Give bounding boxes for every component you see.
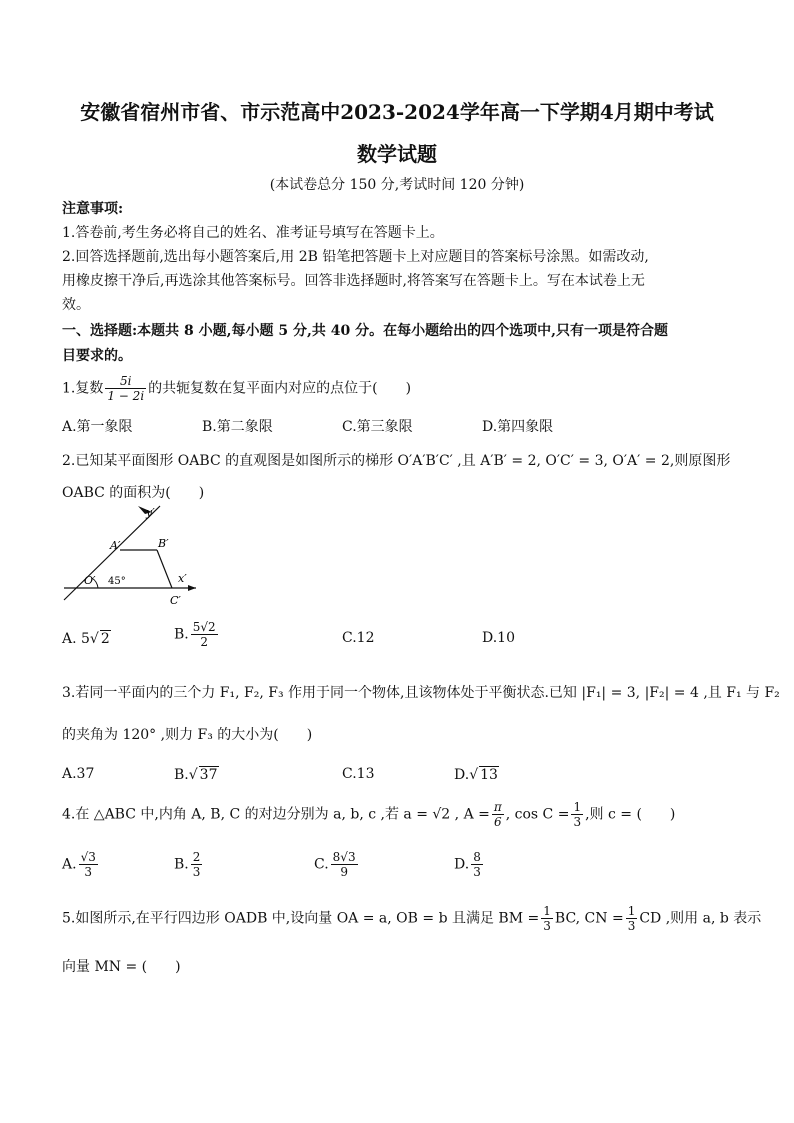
exam-title: 安徽省宿州市省、市示范高中2023-2024学年高一下学期4月期中考试 (80, 100, 714, 124)
question-5-line1 (62, 904, 761, 933)
q5-fraction-1 (541, 904, 553, 933)
segment-bc (157, 550, 172, 588)
q4-option-d-num: 8 (473, 850, 481, 864)
notice-item-2-line1: 2.回答选择题前,选出每小题答案后,用 2B 铅笔把答题卡上对应题目的答案标号涂黑。如需改动, (62, 249, 649, 265)
q4-fraction-cos (571, 800, 583, 829)
q4-option-a (62, 850, 100, 879)
label-angle: 45° (108, 576, 126, 587)
q2-option-b-prefix: B. (174, 626, 189, 643)
q2-option-b-den: 2 (200, 635, 209, 649)
q3-option-d: D.√ 13 (454, 767, 498, 783)
q5-f2-den: 3 (627, 919, 636, 933)
q3-option-d-radicand: 13 (480, 767, 498, 783)
question-1 (62, 374, 411, 403)
section-1-heading-cont: 目要求的。 (62, 348, 132, 364)
q4-c-num: 1 (573, 800, 582, 814)
q5-f2-num: 1 (627, 904, 636, 918)
notice-item-1: 1.答卷前,考生务必将自己的姓名、准考证号填写在答题卡上。 (62, 225, 444, 241)
q1-fraction (105, 374, 146, 403)
q2-option-a: A. 5√ 2 (62, 631, 110, 647)
q4-prefix: 4.在 △ABC 中,内角 A, B, C 的对边分别为 a, b, c ,若 a = √2 , A = (62, 806, 490, 823)
q4-option-a-prefix: A. (62, 856, 77, 873)
q4-option-a-fraction (79, 850, 98, 879)
trapezoid-figure (60, 502, 200, 610)
notice-item-2-line2: 用橡皮擦干净后,再选涂其他答案标号。回答非选择题时,将答案写在答题卡上。写在本试卷上无 (62, 273, 645, 289)
q4-option-a-den: 3 (84, 865, 93, 879)
q4-suffix: ,则 c = ( ) (585, 806, 676, 823)
q1-option-d: D.第四象限 (482, 419, 554, 435)
q4-option-c (314, 850, 360, 879)
q2-option-b (174, 620, 220, 649)
q4-option-d-prefix: D. (454, 856, 470, 873)
q4-option-c-num: 8√3 (332, 850, 356, 864)
q5-prefix: 5.如图所示,在平行四边形 OADB 中,设向量 OA = a, OB = b 且满足 BM = (62, 910, 540, 927)
q1-frac-den: 1 − 2i (107, 389, 145, 403)
q2-option-a-radicand: 2 (100, 631, 110, 647)
q4-option-c-fraction (331, 850, 358, 879)
exam-subject-title: 数学试题 (357, 142, 437, 166)
notice-item-2-line3: 效。 (62, 297, 90, 313)
q5-f1-den: 3 (543, 919, 551, 933)
label-c: C′ (170, 594, 181, 607)
question-2-line2: OABC 的面积为( ) (62, 485, 205, 501)
q1-frac-num: 5i (105, 374, 146, 389)
q4-c-den: 3 (573, 815, 582, 829)
exam-info: (本试卷总分 150 分,考试时间 120 分钟) (269, 177, 525, 193)
q2-option-b-num: 5√2 (192, 620, 216, 634)
q4-option-b-num: 2 (192, 850, 201, 864)
q2-option-a-prefix: A. 5 (62, 631, 90, 647)
q5-mid: BC, CN = (554, 910, 624, 927)
q5-suffix: CD ,则用 a, b 表示 (639, 910, 762, 927)
q4-fraction-pi (492, 800, 504, 829)
q4-pi-den: 6 (493, 815, 502, 829)
q1-suffix: 的共轭复数在复平面内对应的点位于( ) (148, 380, 412, 397)
q4-mid: , cos C = (505, 806, 570, 823)
label-b: B′ (158, 537, 169, 550)
q5-f1-num: 1 (543, 904, 551, 918)
q1-option-b: B.第二象限 (202, 419, 273, 435)
label-o: O′ (84, 574, 96, 587)
q4-option-b-prefix: B. (174, 856, 189, 873)
q1-prefix: 1.复数 (62, 380, 104, 397)
q2-option-c: C.12 (342, 630, 375, 646)
q4-option-a-num: √3 (80, 850, 96, 864)
q1-option-c: C.第三象限 (342, 419, 413, 435)
section-1-heading: 一、选择题:本题共 8 小题,每小题 5 分,共 40 分。在每小题给出的四个选项中,只有一项是符合题 (62, 323, 668, 339)
q4-option-b (174, 850, 204, 879)
q4-option-b-den: 3 (192, 865, 201, 879)
question-3-line2: 的夹角为 120° ,则力 F₃ 的大小为( ) (62, 727, 313, 743)
q3-option-b: B.√ 37 (174, 767, 218, 783)
question-2-line1: 2.已知某平面图形 OABC 的直观图是如图所示的梯形 O′A′B′C′ ,且 A′B′ = 2, O′C′ = 3, O′A′ = 2,则原图形 (62, 453, 731, 469)
notice-heading: 注意事项: (62, 201, 124, 217)
question-5-line2: 向量 MN = ( ) (62, 959, 181, 975)
q3-option-a: A.37 (62, 766, 95, 782)
q3-option-d-prefix: D. (454, 767, 470, 783)
q4-option-b-fraction (191, 850, 203, 879)
q4-option-d (454, 850, 485, 879)
q4-pi-num: π (493, 800, 502, 814)
label-a: A′ (110, 539, 121, 552)
x-axis-arrow (188, 585, 196, 591)
q1-option-a: A.第一象限 (62, 419, 133, 435)
q3-option-b-prefix: B. (174, 767, 189, 783)
label-x: x′ (178, 572, 187, 585)
q3-option-c: C.13 (342, 766, 375, 782)
q2-option-d: D.10 (482, 630, 515, 646)
q2-option-b-fraction (191, 620, 218, 649)
q5-fraction-2 (626, 904, 638, 933)
question-3-line1: 3.若同一平面内的三个力 F₁, F₂, F₃ 作用于同一个物体,且该物体处于平衡状态.已知 |F₁| = 3, |F₂| = 4 ,且 F₁ 与 F₂ (62, 685, 780, 701)
q4-option-c-prefix: C. (314, 856, 329, 873)
q4-option-c-den: 9 (340, 865, 348, 879)
q4-option-d-fraction (471, 850, 483, 879)
q3-option-b-radicand: 37 (199, 767, 218, 783)
label-y: y′ (146, 506, 155, 519)
question-4 (62, 800, 675, 829)
q4-option-d-den: 3 (473, 865, 481, 879)
